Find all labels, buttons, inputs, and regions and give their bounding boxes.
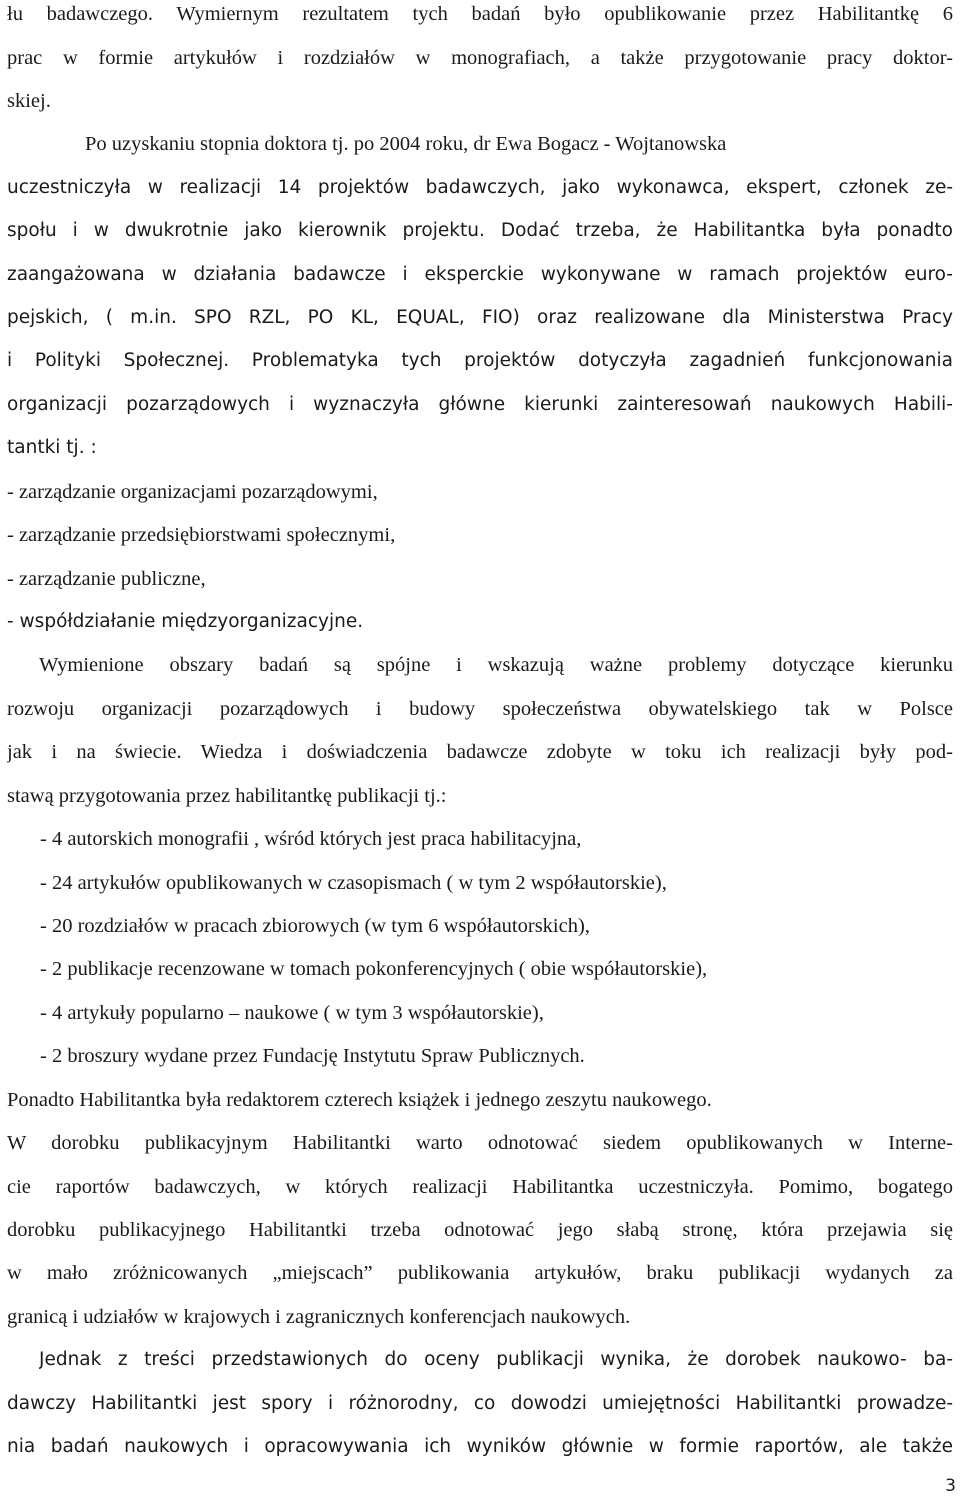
text-line: tantki tj. : bbox=[7, 437, 97, 458]
page-number: 3 bbox=[945, 1476, 956, 1496]
text-line: i Polityki Społecznej. Problematyka tych projektów dotyczyła zagadnień funkcjonowania bbox=[7, 350, 953, 371]
text-line: cie raportów badawczych, w których realizacji Habilitantka uczestniczyła. Pomimo, bogatego bbox=[7, 1176, 953, 1198]
text-line: Ponadto Habilitantka była redaktorem czterech książek i jednego zeszytu naukowego. bbox=[7, 1089, 712, 1111]
text-line: prac w formie artykułów i rozdziałów w monografiach, a także przygotowanie pracy doktor- bbox=[7, 47, 953, 69]
list-item: - 2 publikacje recenzowane w tomach pokonferencyjnych ( obie współautorskie), bbox=[40, 958, 708, 980]
text-line: granicą i udziałów w krajowych i zagranicznych konferencjach naukowych. bbox=[7, 1306, 631, 1328]
text-line: rozwoju organizacji pozarządowych i budowy społeczeństwa obywatelskiego tak w Polsce bbox=[7, 698, 953, 720]
list-item: - 4 autorskich monografii , wśród których jest praca habilitacyjna, bbox=[40, 828, 582, 850]
text-line: jak i na świecie. Wiedza i doświadczenia badawcze zdobyte w toku ich realizacji były pod- bbox=[7, 741, 953, 763]
text-line: organizacji pozarządowych i wyznaczyła główne kierunki zainteresowań naukowych Habili- bbox=[7, 394, 953, 415]
list-item: - zarządzanie publiczne, bbox=[7, 568, 206, 590]
list-item: - współdziałanie międzyorganizacyjne. bbox=[7, 611, 364, 632]
text-line: Jednak z treści przedstawionych do oceny publikacji wynika, że dorobek naukowo- ba- bbox=[39, 1349, 953, 1370]
list-item: - zarządzanie organizacjami pozarządowymi, bbox=[7, 481, 378, 503]
text-line: łu badawczego. Wymiernym rezultatem tych badań było opublikowanie przez Habilitantkę 6 bbox=[7, 3, 953, 25]
list-item: - 2 broszury wydane przez Fundację Instytutu Spraw Publicznych. bbox=[40, 1045, 585, 1067]
text-line: w mało zróżnicowanych „miejscach” publikowania artykułów, braku publikacji wydanych za bbox=[7, 1262, 953, 1284]
text-line: pejskich, ( m.in. SPO RZL, PO KL, EQUAL, FIO) oraz realizowane dla Ministerstwa Pracy bbox=[7, 307, 953, 328]
text-line: społu i w dwukrotnie jako kierownik projektu. Dodać trzeba, że Habilitantka była ponadto bbox=[7, 220, 953, 241]
list-item: - 20 rozdziałów w pracach zbiorowych (w tym 6 współautorskich), bbox=[40, 915, 590, 937]
text-line: stawą przygotowania przez habilitantkę publikacji tj.: bbox=[7, 785, 447, 807]
list-item: - 24 artykułów opublikowanych w czasopismach ( w tym 2 współautorskie), bbox=[40, 872, 667, 894]
list-item: - zarządzanie przedsiębiorstwami społecznymi, bbox=[7, 524, 396, 546]
text-line: skiej. bbox=[7, 90, 51, 112]
text-line: nia badań naukowych i opracowywania ich wyników głównie w formie raportów, ale także bbox=[7, 1436, 953, 1457]
text-line: Wymienione obszary badań są spójne i wskazują ważne problemy dotyczące kierunku bbox=[39, 654, 953, 676]
list-item: - 4 artykuły popularno – naukowe ( w tym 3 współautorskie), bbox=[40, 1002, 544, 1024]
text-line: dawczy Habilitantki jest spory i różnorodny, co dowodzi umiejętności Habilitantki prowadze- bbox=[7, 1393, 953, 1414]
text-line: dorobku publikacyjnego Habilitantki trzeba odnotować jego słabą stronę, która przejawia się bbox=[7, 1219, 953, 1241]
text-line: Po uzyskaniu stopnia doktora tj. po 2004 roku, dr Ewa Bogacz - Wojtanowska bbox=[85, 133, 727, 155]
text-line: zaangażowana w działania badawcze i eksperckie wykonywane w ramach projektów euro- bbox=[7, 264, 953, 285]
text-line: W dorobku publikacyjnym Habilitantki warto odnotować siedem opublikowanych w Interne- bbox=[7, 1132, 953, 1154]
text-line: uczestniczyła w realizacji 14 projektów badawczych, jako wykonawca, ekspert, członek ze- bbox=[7, 177, 953, 198]
